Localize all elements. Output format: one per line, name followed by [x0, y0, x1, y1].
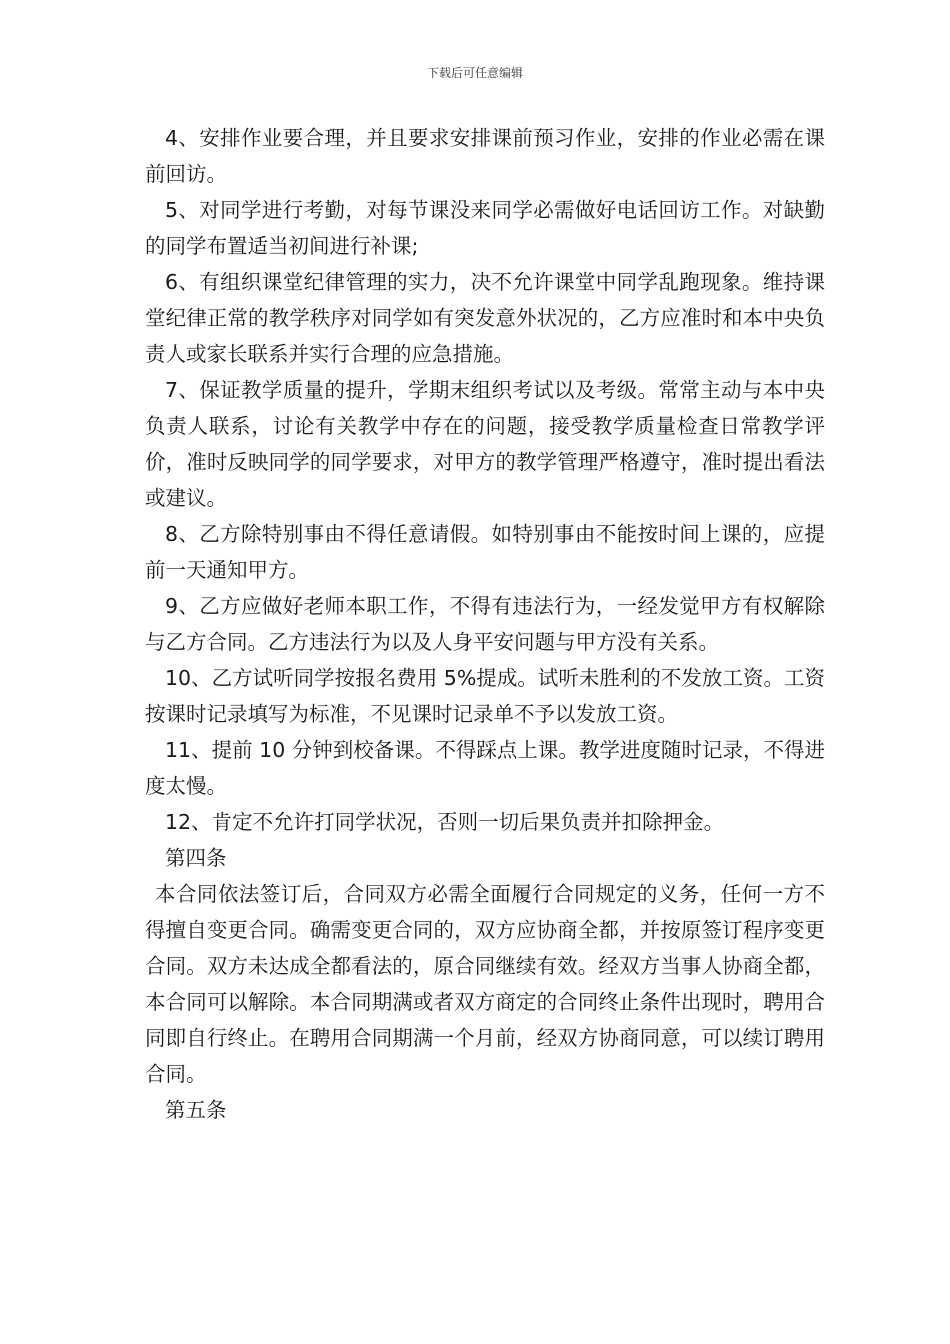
clause-item-8: 8、乙方除特别事由不得任意请假。如特别事由不能按时间上课的，应提前一天通知甲方。: [145, 522, 825, 582]
article-4-body: 本合同依法签订后，合同双方必需全面履行合同规定的义务，任何一方不得擅自变更合同。确需变更合同的，双方应协商全都，并按原签订程序变更合同。双方未达成全都看法的，原合同继续有效。经双方当事人协商全都，本合同可以解除。本合同期满或者双方商定的合同终止条件出现时，聘用合同即自行终止。在聘用合同期满一个月前，经双方协商同意，可以续订聘用合同。: [145, 882, 825, 1086]
clause-item-6: 6、有组织课堂纪律管理的实力，决不允许课堂中同学乱跑现象。维持课堂纪律正常的教学秩序对同学如有突发意外状况的，乙方应准时和本中央负责人或家长联系并实行合理的应急措施。: [145, 270, 825, 366]
clause-item-10: 10、乙方试听同学按报名费用 5%提成。试听未胜利的不发放工资。工资按课时记录填写为标准，不见课时记录单不予以发放工资。: [145, 666, 825, 726]
clause-item-9: 9、乙方应做好老师本职工作，不得有违法行为，一经发觉甲方有权解除与乙方合同。乙方违法行为以及人身平安问题与甲方没有关系。: [145, 594, 825, 654]
clause-item-12: 12、肯定不允许打同学状况，否则一切后果负责并扣除押金。: [165, 810, 725, 834]
clause-item-4: 4、安排作业要合理，并且要求安排课前预习作业，安排的作业必需在课前回访。: [145, 126, 825, 186]
clause-item-7: 7、保证教学质量的提升，学期末组织考试以及考级。常常主动与本中央负责人联系，讨论有关教学中存在的问题，接受教学质量检查日常教学评价，准时反映同学的同学要求，对甲方的教学管理严格遵守，准时提出看法或建议。: [145, 378, 825, 510]
document-body: [145, 120, 825, 1128]
page-header: 下载后可任意编辑: [426, 66, 523, 80]
clause-item-11: 11、提前 10 分钟到校备课。不得踩点上课。教学进度随时记录，不得进度太慢。: [145, 738, 825, 798]
article-4-heading: 第四条: [165, 846, 227, 870]
clause-item-5: 5、对同学进行考勤，对每节课没来同学必需做好电话回访工作。对缺勤的同学布置适当初间进行补课;: [145, 198, 825, 258]
article-5-heading: 第五条: [165, 1098, 227, 1122]
